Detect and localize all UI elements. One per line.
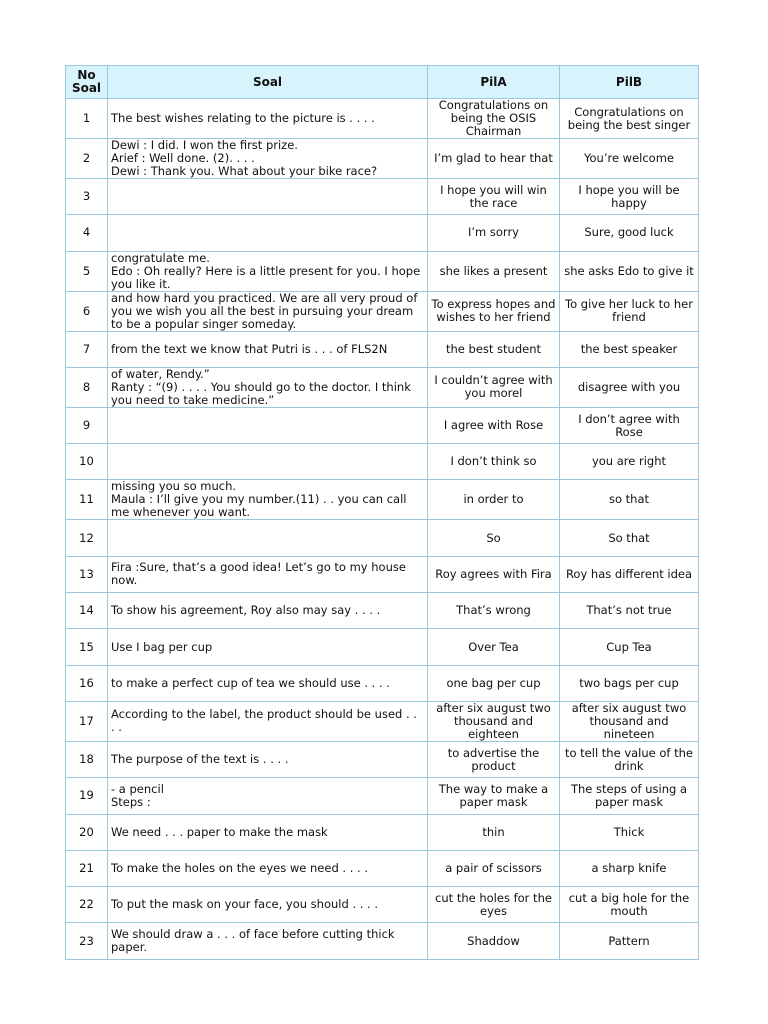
option-a-cell: That’s wrong: [428, 593, 560, 629]
table-row: [66, 741, 699, 777]
option-b-cell: The steps of using a paper mask: [560, 778, 699, 814]
row-number-cell: 13: [66, 556, 108, 592]
option-a-cell: Over Tea: [428, 629, 560, 665]
table-row: [66, 593, 699, 629]
question-cell: congratulate me. Edo : Oh really? Here is a little present for you. I hope you like it.: [108, 251, 428, 291]
question-cell: to make a perfect cup of tea we should use . . . .: [108, 665, 428, 701]
option-a-cell: Congratulations on being the OSIS Chairman: [428, 99, 560, 139]
header-no-soal: No Soal: [66, 66, 108, 99]
row-number-cell: 22: [66, 887, 108, 923]
option-b-cell: Cup Tea: [560, 629, 699, 665]
question-cell: The best wishes relating to the picture is . . . .: [108, 99, 428, 139]
row-number-cell: 16: [66, 665, 108, 701]
option-a-cell: the best student: [428, 331, 560, 367]
row-number-cell: 20: [66, 814, 108, 850]
option-a-cell: I’m sorry: [428, 215, 560, 251]
option-b-cell: Sure, good luck: [560, 215, 699, 251]
option-b-cell: To give her luck to her friend: [560, 291, 699, 331]
question-cell: of water, Rendy.” Ranty : “(9) . . . . You should go to the doctor. I think you need to take medicine.”: [108, 367, 428, 407]
table-row: [66, 291, 699, 331]
table-row: [66, 179, 699, 215]
option-b-cell: two bags per cup: [560, 665, 699, 701]
question-cell: To put the mask on your face, you should . . . .: [108, 887, 428, 923]
header-soal: Soal: [108, 66, 428, 99]
option-a-cell: I don’t think so: [428, 444, 560, 480]
table-row: [66, 331, 699, 367]
option-b-cell: So that: [560, 520, 699, 556]
option-a-cell: I agree with Rose: [428, 407, 560, 443]
option-a-cell: I’m glad to hear that: [428, 139, 560, 179]
header-pil-a: PilA: [428, 66, 560, 99]
option-a-cell: thin: [428, 814, 560, 850]
option-b-cell: a sharp knife: [560, 850, 699, 886]
question-cell: - a pencil Steps :: [108, 778, 428, 814]
question-cell: [108, 520, 428, 556]
table-row: [66, 407, 699, 443]
option-b-cell: Thick: [560, 814, 699, 850]
option-a-cell: after six august two thousand and eighteen: [428, 701, 560, 741]
table-row: [66, 814, 699, 850]
option-b-cell: the best speaker: [560, 331, 699, 367]
row-number-cell: 12: [66, 520, 108, 556]
option-b-cell: disagree with you: [560, 367, 699, 407]
option-b-cell: you are right: [560, 444, 699, 480]
option-b-cell: I don’t agree with Rose: [560, 407, 699, 443]
option-a-cell: to advertise the product: [428, 741, 560, 777]
question-cell: [108, 444, 428, 480]
table-row: [66, 215, 699, 251]
table-row: [66, 480, 699, 520]
option-b-cell: You’re welcome: [560, 139, 699, 179]
table-row: [66, 665, 699, 701]
table-row: [66, 778, 699, 814]
question-cell: According to the label, the product should be used . . . .: [108, 701, 428, 741]
question-cell: We need . . . paper to make the mask: [108, 814, 428, 850]
table-row: [66, 629, 699, 665]
option-a-cell: To express hopes and wishes to her friend: [428, 291, 560, 331]
row-number-cell: 5: [66, 251, 108, 291]
table-row: [66, 251, 699, 291]
option-a-cell: a pair of scissors: [428, 850, 560, 886]
row-number-cell: 17: [66, 701, 108, 741]
option-a-cell: in order to: [428, 480, 560, 520]
row-number-cell: 11: [66, 480, 108, 520]
question-table: [65, 65, 699, 960]
question-cell: missing you so much. Maula : I’ll give you my number.(11) . . you can call me whenever you want.: [108, 480, 428, 520]
question-cell: Fira :Sure, that’s a good idea! Let’s go to my house now.: [108, 556, 428, 592]
row-number-cell: 23: [66, 923, 108, 959]
option-a-cell: she likes a present: [428, 251, 560, 291]
option-b-cell: to tell the value of the drink: [560, 741, 699, 777]
option-a-cell: Shaddow: [428, 923, 560, 959]
question-cell: Dewi : I did. I won the first prize. Arief : Well done. (2). . . . Dewi : Thank you. What about your bike race?: [108, 139, 428, 179]
row-number-cell: 8: [66, 367, 108, 407]
option-b-cell: Roy has different idea: [560, 556, 699, 592]
row-number-cell: 7: [66, 331, 108, 367]
header-pil-b: PilB: [560, 66, 699, 99]
question-cell: The purpose of the text is . . . .: [108, 741, 428, 777]
question-cell: [108, 407, 428, 443]
option-a-cell: I couldn’t agree with you morel: [428, 367, 560, 407]
table-row: [66, 923, 699, 959]
question-cell: We should draw a . . . of face before cutting thick paper.: [108, 923, 428, 959]
option-a-cell: Roy agrees with Fira: [428, 556, 560, 592]
question-cell: [108, 179, 428, 215]
header-row: [66, 66, 699, 99]
option-b-cell: so that: [560, 480, 699, 520]
row-number-cell: 14: [66, 593, 108, 629]
row-number-cell: 19: [66, 778, 108, 814]
row-number-cell: 15: [66, 629, 108, 665]
option-a-cell: I hope you will win the race: [428, 179, 560, 215]
table-row: [66, 556, 699, 592]
row-number-cell: 21: [66, 850, 108, 886]
option-b-cell: I hope you will be happy: [560, 179, 699, 215]
row-number-cell: 6: [66, 291, 108, 331]
table-row: [66, 850, 699, 886]
option-a-cell: So: [428, 520, 560, 556]
table-row: [66, 520, 699, 556]
question-cell: and how hard you practiced. We are all very proud of you we wish you all the best in pursuing your dream to be a popular singer someday.: [108, 291, 428, 331]
row-number-cell: 1: [66, 99, 108, 139]
option-b-cell: Pattern: [560, 923, 699, 959]
table-row: [66, 99, 699, 139]
option-b-cell: after six august two thousand and nineteen: [560, 701, 699, 741]
option-a-cell: The way to make a paper mask: [428, 778, 560, 814]
option-a-cell: cut the holes for the eyes: [428, 887, 560, 923]
row-number-cell: 2: [66, 139, 108, 179]
question-table-sheet: [65, 65, 698, 960]
question-cell: [108, 215, 428, 251]
option-b-cell: Congratulations on being the best singer: [560, 99, 699, 139]
question-cell: To show his agreement, Roy also may say . . . .: [108, 593, 428, 629]
question-cell: Use I bag per cup: [108, 629, 428, 665]
row-number-cell: 3: [66, 179, 108, 215]
row-number-cell: 18: [66, 741, 108, 777]
table-row: [66, 701, 699, 741]
table-row: [66, 139, 699, 179]
option-b-cell: cut a big hole for the mouth: [560, 887, 699, 923]
table-row: [66, 367, 699, 407]
table-row: [66, 444, 699, 480]
row-number-cell: 10: [66, 444, 108, 480]
table-row: [66, 887, 699, 923]
option-a-cell: one bag per cup: [428, 665, 560, 701]
row-number-cell: 9: [66, 407, 108, 443]
row-number-cell: 4: [66, 215, 108, 251]
question-cell: To make the holes on the eyes we need . . . .: [108, 850, 428, 886]
question-cell: from the text we know that Putri is . . . of FLS2N: [108, 331, 428, 367]
option-b-cell: she asks Edo to give it: [560, 251, 699, 291]
option-b-cell: That’s not true: [560, 593, 699, 629]
